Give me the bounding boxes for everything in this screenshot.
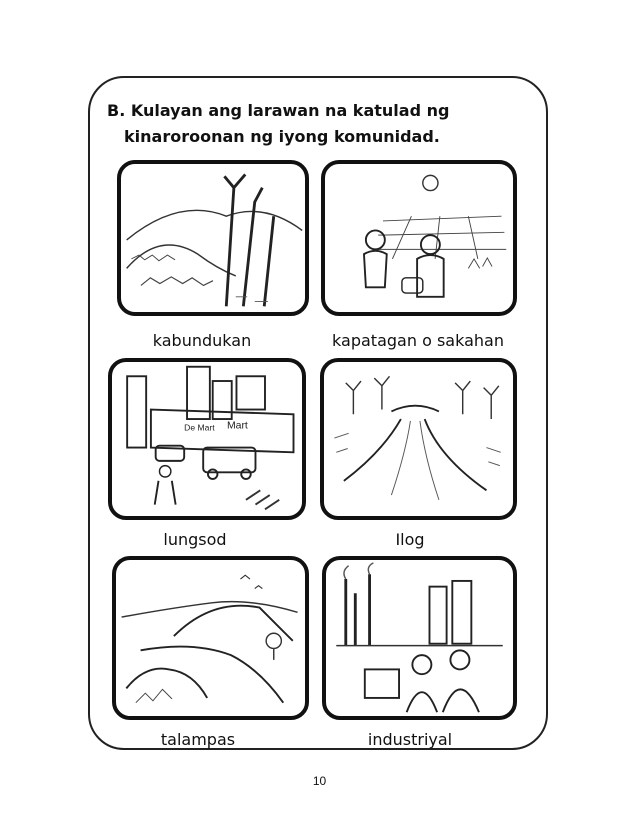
city-icon	[108, 358, 306, 520]
instruction-line-2: kinaroroonan ng iyong komunidad.	[124, 127, 440, 146]
plateau-icon	[112, 556, 309, 720]
river-icon	[320, 358, 517, 520]
farm-plain-icon	[321, 160, 517, 316]
industrial-icon	[322, 556, 517, 720]
caption-talampas: talampas	[160, 730, 236, 749]
svg-text:De Mart: De Mart	[184, 422, 215, 433]
page-number: 10	[312, 774, 327, 788]
mountain-landscape-icon	[117, 160, 309, 316]
svg-text:Mart: Mart	[226, 420, 248, 432]
instruction-text	[107, 98, 449, 150]
caption-kabundukan: kabundukan	[152, 331, 252, 350]
instruction-line-1: B. Kulayan ang larawan na katulad ng	[107, 101, 450, 120]
caption-kapatagan-o-sakahan: kapatagan o sakahan	[332, 331, 504, 350]
caption-ilog: Ilog	[395, 530, 425, 549]
caption-industriyal: industriyal	[367, 730, 453, 749]
caption-lungsod: lungsod	[163, 530, 227, 549]
